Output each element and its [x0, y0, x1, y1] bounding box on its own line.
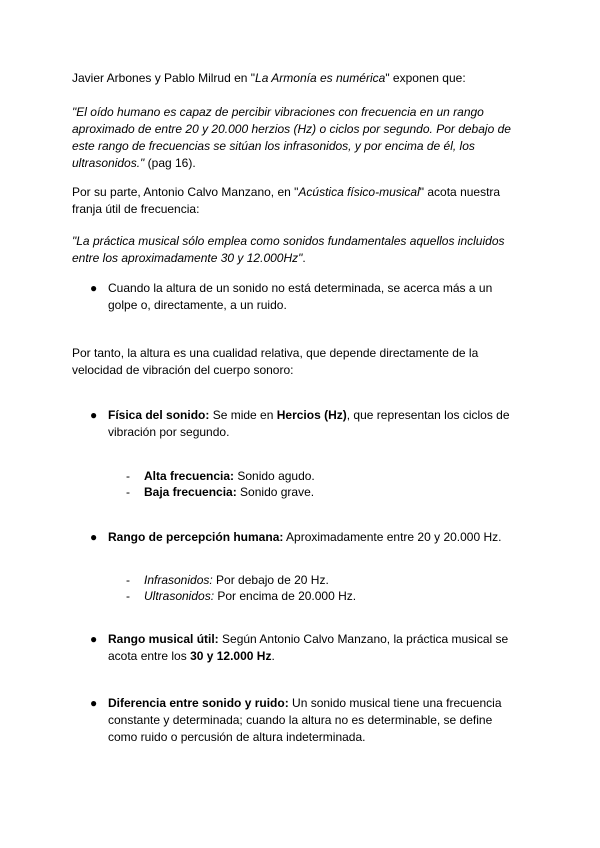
rango-musical-text-b: .: [271, 649, 275, 663]
bullet-icon: ●: [90, 696, 98, 710]
dash-infrasonidos-text: [144, 572, 504, 589]
dash-icon: -: [126, 573, 130, 587]
intro-prefix: Javier Arbones y Pablo Milrud en ": [72, 71, 256, 85]
baja-frecuencia-text: Sonido grave.: [236, 485, 315, 499]
conclusion-paragraph: [72, 345, 528, 379]
alta-frecuencia-label: Alta frecuencia:: [144, 469, 235, 483]
bullet-icon: ●: [90, 530, 98, 544]
intro-paragraph: [72, 70, 528, 87]
ultrasonidos-text: Por encima de 20.000 Hz.: [214, 589, 357, 603]
quote-calvo: [72, 233, 528, 267]
bullet-fisica-text: [108, 407, 520, 441]
quote-arbones-ref: (pag 16).: [144, 156, 196, 170]
quote-calvo-text: "La práctica musical sólo emplea como sonidos fundamentales aquellos incluidos entre los aproximadamente 30 y 12.000Hz": [72, 234, 505, 265]
rango-humano-text: Aproximadamente entre 20 y 20.000 Hz.: [283, 530, 502, 544]
dash-alta-text: [144, 468, 504, 485]
bullet-diferencia-text: [108, 695, 520, 746]
bullet-icon: ●: [90, 408, 98, 422]
rango-musical-text-a: Según Antonio Calvo Manzano, la práctica musical se acota entre los: [108, 632, 509, 663]
intro2-prefix: Por su parte, Antonio Calvo Manzano, en ": [72, 185, 299, 199]
dash-ultrasonidos-text: [144, 588, 504, 605]
ultrasonidos-label: Ultrasonidos:: [144, 589, 215, 603]
bullet-noise-text: Cuando la altura de un sonido no está determinada, se acerca más a un golpe o, directamente, a un ruido.: [108, 281, 493, 312]
intro-book-title: La Armonía es numérica: [255, 71, 386, 85]
quote-calvo-end: .: [302, 251, 306, 265]
conclusion-text: Por tanto, la altura es una cualidad relativa, que depende directamente de la velocidad de vibración del cuerpo sonoro:: [72, 346, 479, 377]
dash-icon: -: [126, 469, 130, 483]
alta-frecuencia-text: Sonido agudo.: [234, 469, 315, 483]
baja-frecuencia-label: Baja frecuencia:: [144, 485, 237, 499]
rango-musical-range: 30 y 12.000 Hz: [190, 649, 272, 663]
rango-musical-label: Rango musical útil:: [108, 632, 219, 646]
quote-arbones: [72, 104, 528, 172]
bullet-icon: ●: [90, 281, 98, 295]
rango-humano-label: Rango de percepción humana:: [108, 530, 284, 544]
diferencia-label: Diferencia entre sonido y ruido:: [108, 696, 289, 710]
fisica-unit: Hercios (Hz): [276, 408, 347, 422]
bullet-rango-musical-text: [108, 631, 520, 665]
infrasonidos-label: Infrasonidos:: [144, 573, 213, 587]
dash-baja-text: [144, 484, 504, 501]
fisica-label: Física del sonido:: [108, 408, 210, 422]
infrasonidos-text: Por debajo de 20 Hz.: [212, 573, 329, 587]
quote-arbones-text: "El oído humano es capaz de percibir vibraciones con frecuencia en un rango aproximado de entre 20 y 20.000 herzios (Hz) o ciclos por segundo. Por debajo de este rango de frecuencias se sitúan los infrasonidos, y por encima de él, los ultrasonidos.": [72, 105, 511, 170]
bullet-rango-humano-text: [108, 529, 520, 546]
diferencia-text: Un sonido musical tiene una frecuencia constante y determinada; cuando la altura no es determinable, se define como ruido o percusión de altura indeterminada.: [108, 696, 502, 744]
dash-icon: -: [126, 589, 130, 603]
dash-icon: -: [126, 485, 130, 499]
fisica-text-b: , que representan los ciclos de vibración por segundo.: [108, 408, 510, 439]
bullet-icon: ●: [90, 632, 98, 646]
fisica-text-a: Se mide en: [209, 408, 277, 422]
intro-suffix: " exponen que:: [385, 71, 466, 85]
intro2-suffix: " acota nuestra franja útil de frecuencia:: [72, 185, 501, 216]
intro2-book-title: Acústica físico-musical: [298, 185, 420, 199]
intro2-paragraph: [72, 184, 528, 218]
